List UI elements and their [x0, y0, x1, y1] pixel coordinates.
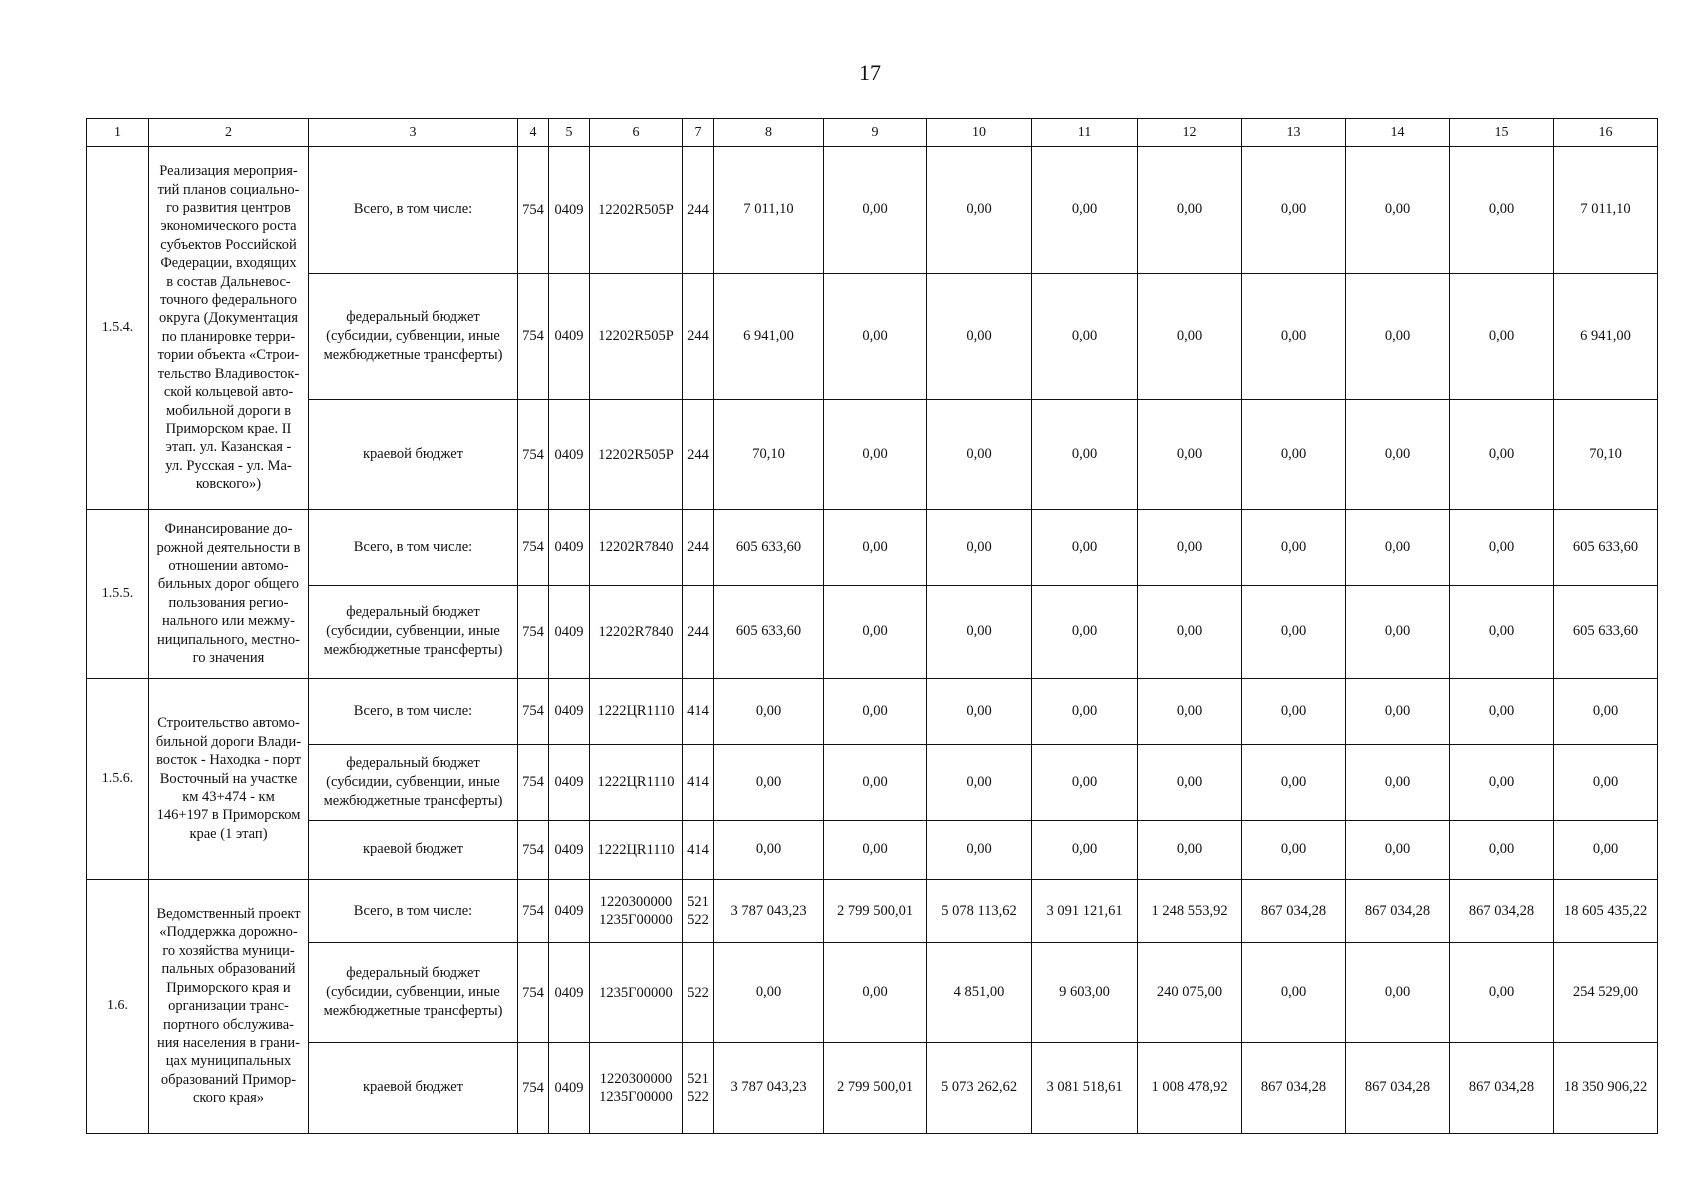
- code-cell: 414: [683, 678, 714, 744]
- header-cell: 10: [927, 119, 1032, 147]
- value-cell: 5 073 262,62: [927, 1042, 1032, 1133]
- item-number: 1.5.5.: [87, 509, 149, 678]
- value-cell: 0,00: [1138, 509, 1242, 585]
- code-cell: 0409: [549, 400, 590, 509]
- value-cell: 0,00: [1346, 585, 1450, 678]
- value-cell: 0,00: [1242, 273, 1346, 400]
- value-cell: 0,00: [1554, 678, 1658, 744]
- value-cell: 0,00: [1138, 400, 1242, 509]
- value-cell: 0,00: [927, 509, 1032, 585]
- value-cell: 18 605 435,22: [1554, 879, 1658, 943]
- header-cell: 14: [1346, 119, 1450, 147]
- code-cell: 12202R505P: [590, 400, 683, 509]
- value-cell: 0,00: [1242, 744, 1346, 820]
- code-cell: 244: [683, 400, 714, 509]
- value-cell: 0,00: [1242, 147, 1346, 274]
- funding-source: федеральный бюджет (субсидии, субвенции, иные межбюджетные трансферты): [309, 273, 518, 400]
- code-cell: 1222ЦR1110: [590, 678, 683, 744]
- code-cell: 0409: [549, 879, 590, 943]
- value-cell: 4 851,00: [927, 943, 1032, 1042]
- value-cell: 0,00: [927, 147, 1032, 274]
- code-cell: 754: [518, 273, 549, 400]
- value-cell: 0,00: [1032, 744, 1138, 820]
- code-cell: 754: [518, 1042, 549, 1133]
- code-cell: 522: [683, 943, 714, 1042]
- code-cell: 1222ЦR1110: [590, 820, 683, 879]
- code-cell: 0409: [549, 1042, 590, 1133]
- table-row: [87, 400, 1658, 509]
- code-cell: 1222ЦR1110: [590, 744, 683, 820]
- value-cell: 5 078 113,62: [927, 879, 1032, 943]
- value-cell: 0,00: [1346, 509, 1450, 585]
- value-cell: 867 034,28: [1346, 1042, 1450, 1133]
- code-cell: 12202R7840: [590, 509, 683, 585]
- value-cell: 0,00: [824, 943, 927, 1042]
- header-cell: 4: [518, 119, 549, 147]
- value-cell: 0,00: [1032, 509, 1138, 585]
- value-cell: 0,00: [1242, 820, 1346, 879]
- header-cell: 2: [149, 119, 309, 147]
- value-cell: 0,00: [1346, 744, 1450, 820]
- value-cell: 0,00: [1346, 820, 1450, 879]
- value-cell: 0,00: [1554, 744, 1658, 820]
- value-cell: 3 787 043,23: [714, 1042, 824, 1133]
- code-cell: 0409: [549, 273, 590, 400]
- header-cell: 6: [590, 119, 683, 147]
- code-cell: 414: [683, 820, 714, 879]
- value-cell: 867 034,28: [1242, 879, 1346, 943]
- funding-source: Всего, в том числе:: [309, 678, 518, 744]
- table-row: [87, 744, 1658, 820]
- value-cell: 0,00: [1346, 678, 1450, 744]
- value-cell: 0,00: [1032, 678, 1138, 744]
- value-cell: 7 011,10: [714, 147, 824, 274]
- value-cell: 0,00: [1138, 678, 1242, 744]
- item-name: Финансирование до- рожной деятельности в отношении автомо- бильных дорог общего пользования регио- нального или межму- ниципального, местно- го значения: [149, 509, 309, 678]
- value-cell: 605 633,60: [714, 585, 824, 678]
- value-cell: 0,00: [824, 744, 927, 820]
- item-name: Реализация мероприя- тий планов социально- го развития центров экономического роста субъектов Российской Федерации, входящих в состав Дальневос- точного федерального округа (Документация по планировке терри- тории объекта «Строи- тельство Владивосток- ской кольцевой авто- мобильной дороги в Приморском крае. II этап. ул. Казанская - ул. Русская - ул. Ма- ковского»): [149, 147, 309, 510]
- value-cell: 0,00: [714, 678, 824, 744]
- value-cell: 0,00: [1242, 678, 1346, 744]
- table-row: [87, 943, 1658, 1042]
- header-cell: 3: [309, 119, 518, 147]
- code-cell: 244: [683, 273, 714, 400]
- header-cell: 16: [1554, 119, 1658, 147]
- code-cell: 244: [683, 147, 714, 274]
- value-cell: 605 633,60: [1554, 509, 1658, 585]
- value-cell: 0,00: [1242, 400, 1346, 509]
- header-cell: 9: [824, 119, 927, 147]
- code-cell: 0409: [549, 943, 590, 1042]
- code-cell: 521 522: [683, 1042, 714, 1133]
- code-cell: 1235Г00000: [590, 943, 683, 1042]
- value-cell: 867 034,28: [1450, 1042, 1554, 1133]
- value-cell: 0,00: [1450, 400, 1554, 509]
- item-number: 1.5.6.: [87, 678, 149, 879]
- value-cell: 6 941,00: [1554, 273, 1658, 400]
- table-row: [87, 147, 1658, 274]
- value-cell: 0,00: [714, 744, 824, 820]
- value-cell: 0,00: [927, 273, 1032, 400]
- value-cell: 0,00: [824, 585, 927, 678]
- table-row: [87, 879, 1658, 943]
- code-cell: 754: [518, 509, 549, 585]
- value-cell: 2 799 500,01: [824, 879, 927, 943]
- value-cell: 0,00: [1242, 943, 1346, 1042]
- code-cell: 12202R7840: [590, 585, 683, 678]
- value-cell: 0,00: [824, 400, 927, 509]
- code-cell: 754: [518, 820, 549, 879]
- code-cell: 754: [518, 744, 549, 820]
- table-row: [87, 678, 1658, 744]
- value-cell: 2 799 500,01: [824, 1042, 927, 1133]
- value-cell: 3 787 043,23: [714, 879, 824, 943]
- value-cell: 6 941,00: [714, 273, 824, 400]
- value-cell: 0,00: [824, 820, 927, 879]
- code-cell: 1220300000 1235Г00000: [590, 1042, 683, 1133]
- value-cell: 7 011,10: [1554, 147, 1658, 274]
- funding-source: федеральный бюджет (субсидии, субвенции, иные межбюджетные трансферты): [309, 744, 518, 820]
- header-cell: 13: [1242, 119, 1346, 147]
- table-row: [87, 1042, 1658, 1133]
- code-cell: 0409: [549, 678, 590, 744]
- value-cell: 18 350 906,22: [1554, 1042, 1658, 1133]
- value-cell: 867 034,28: [1346, 879, 1450, 943]
- code-cell: 521 522: [683, 879, 714, 943]
- header-cell: 15: [1450, 119, 1554, 147]
- code-cell: 754: [518, 585, 549, 678]
- value-cell: 0,00: [824, 147, 927, 274]
- item-number: 1.6.: [87, 879, 149, 1133]
- code-cell: 1220300000 1235Г00000: [590, 879, 683, 943]
- value-cell: 0,00: [1032, 147, 1138, 274]
- header-cell: 5: [549, 119, 590, 147]
- code-cell: 244: [683, 585, 714, 678]
- value-cell: 0,00: [927, 400, 1032, 509]
- table-row: [87, 509, 1658, 585]
- value-cell: 240 075,00: [1138, 943, 1242, 1042]
- code-cell: 0409: [549, 820, 590, 879]
- value-cell: 0,00: [1450, 943, 1554, 1042]
- value-cell: 254 529,00: [1554, 943, 1658, 1042]
- header-cell: 11: [1032, 119, 1138, 147]
- code-cell: 0409: [549, 744, 590, 820]
- code-cell: 754: [518, 678, 549, 744]
- value-cell: 0,00: [1242, 585, 1346, 678]
- value-cell: 0,00: [1450, 147, 1554, 274]
- value-cell: 0,00: [1346, 400, 1450, 509]
- value-cell: 0,00: [824, 678, 927, 744]
- code-cell: 0409: [549, 147, 590, 274]
- value-cell: 0,00: [1450, 585, 1554, 678]
- value-cell: 0,00: [1346, 943, 1450, 1042]
- value-cell: 1 008 478,92: [1138, 1042, 1242, 1133]
- value-cell: 9 603,00: [1032, 943, 1138, 1042]
- value-cell: 0,00: [714, 943, 824, 1042]
- code-cell: 0409: [549, 509, 590, 585]
- value-cell: 0,00: [1346, 147, 1450, 274]
- page-number: 17: [859, 60, 881, 85]
- funding-source: краевой бюджет: [309, 820, 518, 879]
- budget-table: [86, 118, 1658, 1134]
- funding-source: краевой бюджет: [309, 1042, 518, 1133]
- value-cell: 0,00: [1554, 820, 1658, 879]
- value-cell: 605 633,60: [1554, 585, 1658, 678]
- header-cell: 8: [714, 119, 824, 147]
- value-cell: 0,00: [1138, 147, 1242, 274]
- code-cell: 0409: [549, 585, 590, 678]
- value-cell: 605 633,60: [714, 509, 824, 585]
- funding-source: федеральный бюджет (субсидии, субвенции, иные межбюджетные трансферты): [309, 943, 518, 1042]
- table-row: [87, 820, 1658, 879]
- header-cell: 1: [87, 119, 149, 147]
- value-cell: 70,10: [1554, 400, 1658, 509]
- code-cell: 754: [518, 943, 549, 1042]
- value-cell: 0,00: [927, 585, 1032, 678]
- funding-source: федеральный бюджет (субсидии, субвенции, иные межбюджетные трансферты): [309, 585, 518, 678]
- value-cell: 70,10: [714, 400, 824, 509]
- table-row: [87, 273, 1658, 400]
- value-cell: 0,00: [1138, 744, 1242, 820]
- value-cell: 0,00: [1346, 273, 1450, 400]
- value-cell: 1 248 553,92: [1138, 879, 1242, 943]
- funding-source: краевой бюджет: [309, 400, 518, 509]
- header-cell: 7: [683, 119, 714, 147]
- value-cell: 0,00: [1450, 744, 1554, 820]
- code-cell: 414: [683, 744, 714, 820]
- value-cell: 867 034,28: [1242, 1042, 1346, 1133]
- value-cell: 0,00: [1138, 585, 1242, 678]
- header-row: [87, 119, 1658, 147]
- funding-source: Всего, в том числе:: [309, 879, 518, 943]
- value-cell: 3 091 121,61: [1032, 879, 1138, 943]
- value-cell: 0,00: [824, 273, 927, 400]
- value-cell: 0,00: [714, 820, 824, 879]
- code-cell: 754: [518, 400, 549, 509]
- value-cell: 0,00: [1032, 400, 1138, 509]
- funding-source: Всего, в том числе:: [309, 509, 518, 585]
- value-cell: 3 081 518,61: [1032, 1042, 1138, 1133]
- value-cell: 0,00: [1032, 585, 1138, 678]
- item-name: Строительство автомо- бильной дороги Влади- восток - Находка - порт Восточный на участке км 43+474 - км 146+197 в Приморском крае (1 этап): [149, 678, 309, 879]
- value-cell: 0,00: [1450, 820, 1554, 879]
- table-body: [87, 147, 1658, 1134]
- value-cell: 0,00: [1450, 273, 1554, 400]
- funding-source: Всего, в том числе:: [309, 147, 518, 274]
- item-name: Ведомственный проект «Поддержка дорожно- го хозяйства муници- пальных образований Приморского края и организации транс- портного обслужива- ния населения в грани- цах муниципальных образований Примор- ского края»: [149, 879, 309, 1133]
- value-cell: 867 034,28: [1450, 879, 1554, 943]
- value-cell: 0,00: [824, 509, 927, 585]
- code-cell: 244: [683, 509, 714, 585]
- code-cell: 754: [518, 879, 549, 943]
- header-cell: 12: [1138, 119, 1242, 147]
- code-cell: 12202R505P: [590, 147, 683, 274]
- code-cell: 12202R505P: [590, 273, 683, 400]
- value-cell: 0,00: [927, 744, 1032, 820]
- code-cell: 754: [518, 147, 549, 274]
- value-cell: 0,00: [1032, 273, 1138, 400]
- value-cell: 0,00: [927, 678, 1032, 744]
- item-number: 1.5.4.: [87, 147, 149, 510]
- value-cell: 0,00: [1242, 509, 1346, 585]
- value-cell: 0,00: [1450, 509, 1554, 585]
- value-cell: 0,00: [1138, 820, 1242, 879]
- value-cell: 0,00: [927, 820, 1032, 879]
- value-cell: 0,00: [1032, 820, 1138, 879]
- value-cell: 0,00: [1450, 678, 1554, 744]
- table-row: [87, 585, 1658, 678]
- value-cell: 0,00: [1138, 273, 1242, 400]
